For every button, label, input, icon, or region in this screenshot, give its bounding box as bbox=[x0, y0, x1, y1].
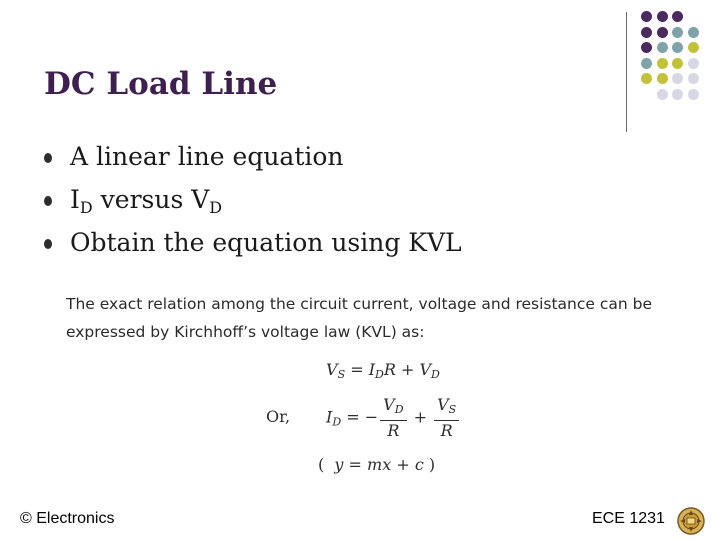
slide-title: DC Load Line bbox=[44, 66, 278, 102]
bullet-dot-icon bbox=[44, 153, 52, 163]
decorative-dot bbox=[641, 73, 652, 84]
decorative-dot bbox=[657, 89, 668, 100]
decorative-dot bbox=[688, 73, 699, 84]
decorative-dot bbox=[657, 58, 668, 69]
decorative-dot bbox=[688, 27, 699, 38]
decorative-dot bbox=[672, 42, 683, 53]
or-label: Or, bbox=[266, 407, 291, 426]
equation-kvl: $V_S = I_DR + V_D$ bbox=[326, 360, 440, 381]
decorative-dot bbox=[688, 58, 699, 69]
bullet-item: A linear line equation bbox=[44, 138, 462, 181]
decorative-dot bbox=[688, 89, 699, 100]
decorative-dot bbox=[641, 11, 652, 22]
decorative-dot bbox=[672, 27, 683, 38]
decorative-dot bbox=[657, 42, 668, 53]
decorative-dot bbox=[672, 11, 683, 22]
equation-current: $I_D$ = − $\frac{V_D}{R}$ + $\frac{V_S}{R}$ bbox=[326, 396, 461, 440]
decorative-dot bbox=[657, 11, 668, 22]
decorative-dot bbox=[672, 89, 683, 100]
footer-course-code: ECE 1231 bbox=[592, 510, 665, 527]
bullet-item: Obtain the equation using KVL bbox=[44, 224, 462, 267]
bullet-item: $I_D$ versus $V_D$ bbox=[44, 181, 462, 224]
bullet-list bbox=[44, 138, 462, 267]
decorative-dot bbox=[641, 27, 652, 38]
bullet-dot-icon bbox=[44, 196, 52, 206]
decorative-dot bbox=[657, 27, 668, 38]
decorative-dot bbox=[641, 42, 652, 53]
bullet-dot-icon bbox=[44, 239, 52, 249]
decorative-dot bbox=[641, 58, 652, 69]
decorative-dot bbox=[672, 73, 683, 84]
decorative-dot bbox=[657, 73, 668, 84]
equation-linear-form: ( y = mx + c ) bbox=[318, 455, 436, 474]
decorative-dot bbox=[672, 58, 683, 69]
kvl-description: The exact relation among the circuit current, voltage and resistance can be expressed by Kirchhoff’s voltage law (KVL) as: bbox=[66, 295, 653, 341]
divider-line bbox=[626, 12, 627, 132]
university-emblem-icon bbox=[676, 506, 706, 536]
footer-copyright: © Electronics bbox=[20, 510, 115, 527]
decorative-dot bbox=[688, 42, 699, 53]
decorative-dot-grid bbox=[640, 10, 720, 120]
